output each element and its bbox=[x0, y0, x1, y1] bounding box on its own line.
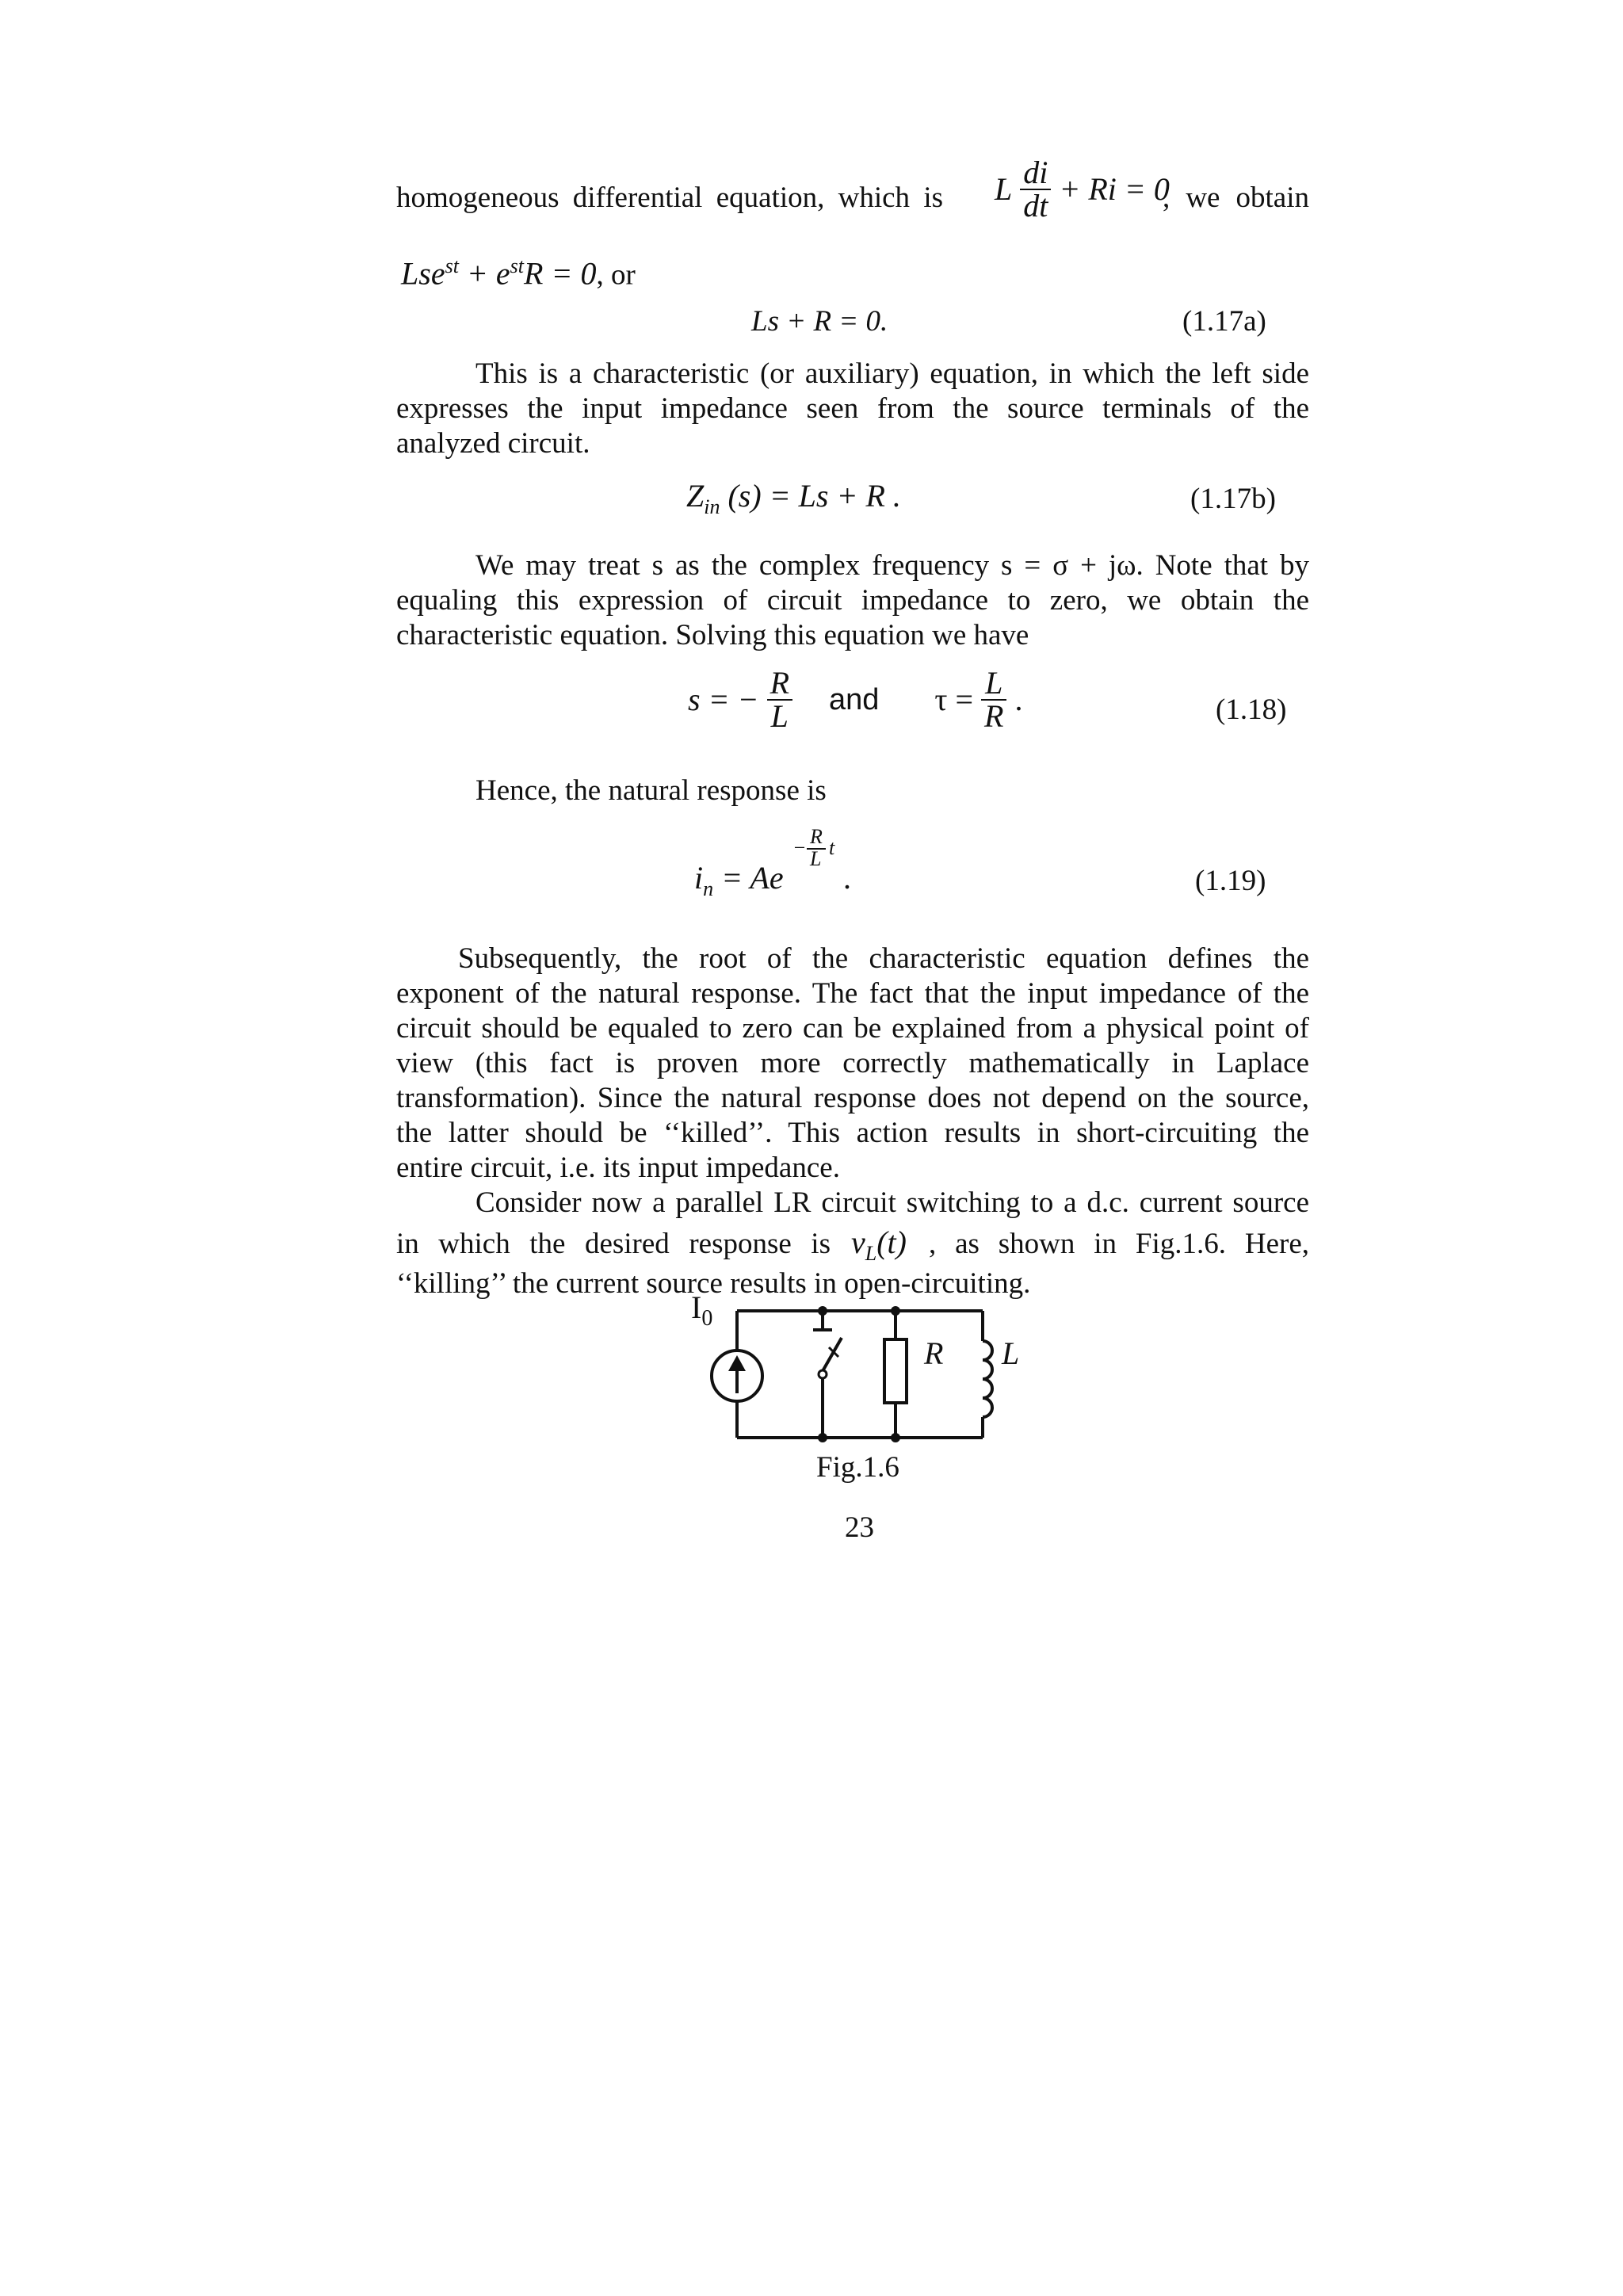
paragraph-complex-frequency bbox=[396, 548, 1309, 653]
eq-denominator: L bbox=[770, 698, 789, 734]
source-label-I: I bbox=[691, 1289, 702, 1325]
node-dot bbox=[891, 1306, 900, 1316]
node-dot bbox=[818, 1433, 827, 1442]
eq-tau: τ = bbox=[934, 682, 974, 717]
line-text-after: , as shown in Fig.1.6. Here, bbox=[929, 1228, 1309, 1260]
circuit-figure bbox=[682, 1289, 1020, 1458]
exp-numerator: R bbox=[810, 825, 823, 848]
eq-fraction-L-R bbox=[981, 667, 1006, 732]
equation-number-1-18: (1.18) bbox=[1216, 693, 1287, 726]
eq-rest: (s) = Ls + R . bbox=[727, 478, 901, 514]
paragraph-line: circuit should be equaled to zero can be explained from a physical point of bbox=[396, 1012, 1309, 1045]
equation-1-19 bbox=[694, 861, 784, 907]
exp-t: t bbox=[829, 836, 835, 859]
eq-and: and bbox=[829, 683, 880, 716]
paragraph-line: characteristic equation. Solving this equation we have bbox=[396, 619, 1029, 651]
eq-Z: Z bbox=[686, 478, 705, 514]
eq-arg-t: (t) bbox=[876, 1224, 907, 1260]
paragraph-line: exponent of the natural response. The fact that the input impedance of the bbox=[396, 977, 1309, 1010]
paragraph-line: entire circuit, i.e. its input impedance. bbox=[396, 1152, 840, 1184]
paragraph-line: analyzed circuit. bbox=[396, 427, 590, 460]
eq-rest: + Ri = 0 bbox=[1059, 171, 1170, 207]
node-dot bbox=[891, 1433, 900, 1442]
page-number: 23 bbox=[845, 1511, 874, 1544]
eq-exp-st-2: st bbox=[510, 254, 525, 277]
eq-plus-e: + e bbox=[466, 255, 510, 292]
inline-vL bbox=[851, 1225, 907, 1271]
equation-1-18 bbox=[688, 667, 1022, 732]
eq-numerator: di bbox=[1020, 157, 1051, 190]
source-arrow-head bbox=[728, 1355, 746, 1371]
paragraph-line: We may treat s as the complex frequency s = σ + jω. Note that by bbox=[475, 549, 1309, 582]
eq-i: i bbox=[694, 860, 704, 896]
eq-fraction-R-L bbox=[767, 667, 792, 732]
equation-number-1-17b: (1.17b) bbox=[1190, 483, 1276, 515]
eq-sub-n: n bbox=[703, 877, 714, 900]
hence-line: Hence, the natural response is bbox=[475, 774, 827, 807]
node-dot bbox=[818, 1306, 827, 1316]
eq-sub-in: in bbox=[704, 495, 720, 518]
eq-numerator: R bbox=[767, 667, 792, 701]
equation-1-19-dot: . bbox=[843, 860, 851, 896]
paragraph-line: Consider now a parallel LR circuit switching to a d.c. current source bbox=[475, 1186, 1309, 1219]
eq-Lse: Lse bbox=[401, 255, 445, 292]
source-label-sub: 0 bbox=[701, 1306, 713, 1331]
resistor-icon bbox=[884, 1339, 907, 1403]
switch-pivot bbox=[819, 1370, 827, 1378]
inductor-label: L bbox=[1002, 1335, 1020, 1371]
inline-equation-dl bbox=[995, 157, 1170, 222]
eq-R0: R = 0 bbox=[524, 255, 597, 292]
paragraph-characteristic bbox=[396, 357, 1309, 461]
paragraph-line: ‘‘killing’’ the current source results in open-circuiting. bbox=[396, 1267, 1031, 1300]
eq-dot: . bbox=[1014, 682, 1023, 717]
eq-v: v bbox=[851, 1224, 865, 1260]
eq-exp-st-1: st bbox=[445, 254, 459, 277]
paragraph-line: This is a characteristic (or auxiliary) equation, in which the left side bbox=[475, 357, 1309, 390]
paragraph-line-vl bbox=[396, 1224, 1309, 1265]
exp-minus: − bbox=[792, 836, 807, 859]
intro-text-before: homogeneous differential equation, which is bbox=[396, 181, 943, 214]
paragraph-line: the latter should be ‘‘killed’’. This action results in short-circuiting the bbox=[396, 1117, 1309, 1149]
switch-blade-icon bbox=[823, 1338, 842, 1371]
inductor-icon bbox=[983, 1341, 992, 1417]
paragraph-subsequently bbox=[396, 942, 1309, 1186]
exp-denominator: L bbox=[810, 847, 822, 870]
paragraph-parallel-lr bbox=[396, 1186, 1309, 1221]
line-text-before: in which the desired response is bbox=[396, 1228, 831, 1260]
equation-1-17b bbox=[686, 479, 901, 525]
figure-caption: Fig.1.6 bbox=[816, 1451, 899, 1484]
eq-s: s = − bbox=[688, 682, 759, 717]
intro-line-2 bbox=[401, 249, 636, 292]
eq-denominator: R bbox=[984, 698, 1004, 734]
equation-number-1-19: (1.19) bbox=[1195, 865, 1266, 897]
eq-denominator: dt bbox=[1023, 188, 1048, 223]
equation-text: Ls + R = 0. bbox=[751, 305, 888, 338]
eq-Ae: = Ae bbox=[721, 860, 784, 896]
paragraph-line: view (this fact is proven more correctly mathematically in Laplace bbox=[396, 1047, 1309, 1079]
eq-symbol-L: L bbox=[995, 171, 1013, 207]
paragraph-line: expresses the input impedance seen from the source terminals of the bbox=[396, 392, 1309, 425]
paragraph-line: Subsequently, the root of the characteristic equation defines the bbox=[458, 942, 1309, 975]
eq-sub-L: L bbox=[865, 1242, 877, 1265]
resistor-label: R bbox=[924, 1335, 944, 1371]
eq-numerator: L bbox=[981, 667, 1006, 701]
source-label bbox=[691, 1290, 712, 1336]
intro-text-after: , we obtain bbox=[1163, 181, 1309, 214]
eq-or: , or bbox=[596, 258, 636, 292]
paragraph-line: equaling this expression of circuit impedance to zero, we obtain the bbox=[396, 584, 1309, 617]
eq-fraction-di-dt bbox=[1020, 157, 1051, 222]
equation-number-1-17a: (1.17a) bbox=[1182, 305, 1266, 338]
paragraph-line: transformation). Since the natural response does not depend on the source, bbox=[396, 1082, 1309, 1114]
equation-1-17a bbox=[751, 304, 888, 339]
circuit-diagram bbox=[682, 1300, 1014, 1458]
